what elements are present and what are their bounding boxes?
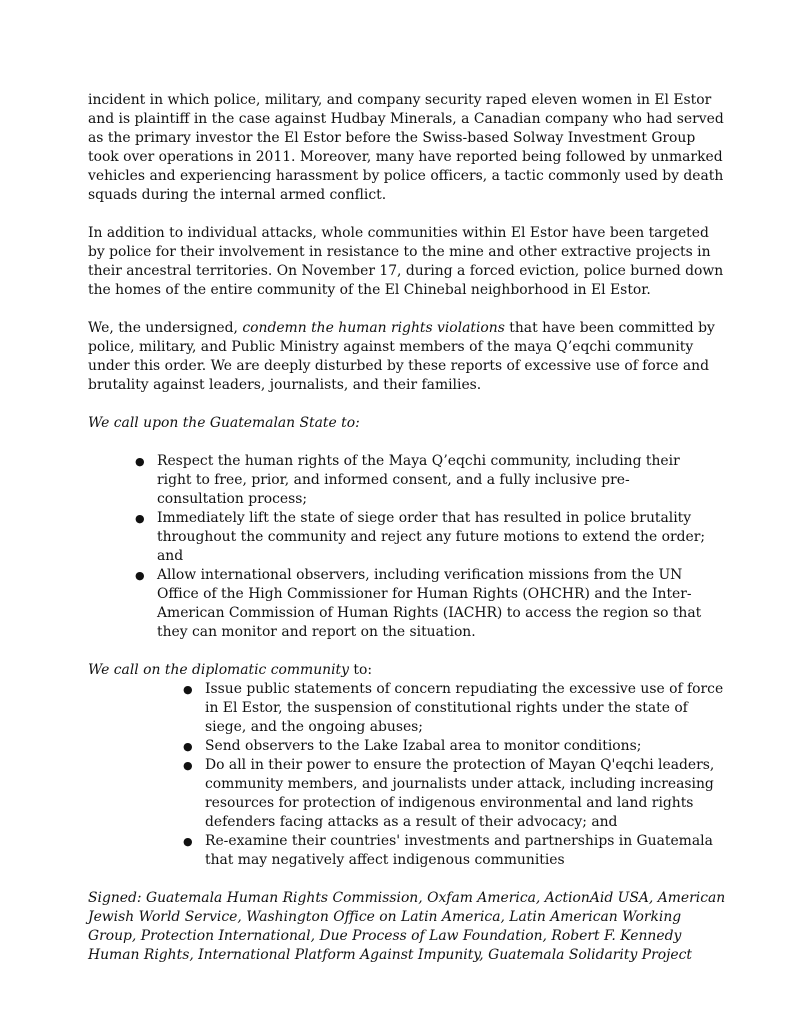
paragraph-condemnation — [88, 319, 728, 395]
list-item: ● Do all in their power to ensure the protection of Mayan Q'eqchi leaders, community members, and journalists under attack, including increasing resources for protection of indigenous environmental and land rights defenders facing attacks as a result of their advocacy; and — [183, 757, 715, 830]
signatories: Signed: Guatemala Human Rights Commission, Oxfam America, ActionAid USA, American Jewish World Service, Washington Office on Latin America, Latin American Working Group, Protection International, Due Process of Law Foundation, Robert F. Kennedy Human Rights, International Platform Against Impunity, Guatemala Solidarity Project — [88, 890, 726, 963]
list-item: ● Send observers to the Lake Izabal area to monitor conditions; — [183, 738, 642, 754]
bullet-icon: ● — [183, 740, 193, 753]
state-demands-list — [135, 452, 710, 642]
diplomatic-demands-list — [183, 680, 728, 870]
bullet-icon: ● — [183, 683, 193, 696]
list-item: ● Immediately lift the state of siege order that has resulted in police brutality throughout the community and reject any future motions to extend the order; and — [135, 510, 706, 564]
list-item: ● Issue public statements of concern repudiating the excessive use of force in El Estor, the suspension of constitutional rights under the state of siege, and the ongoing abuses; — [183, 681, 724, 735]
list-item: ● Respect the human rights of the Maya Q’eqchi community, including their right to free, prior, and informed consent, and a fully inclusive pre-consultation process; — [135, 453, 680, 507]
paragraph-community-attacks: In addition to individual attacks, whole communities within El Estor have been targeted by police for their involvement in resistance to the mine and other extractive projects in their ancestral territories. On November 17, during a forced eviction, police burned down the homes of the entire community of the El Chinebal neighborhood in El Estor. — [88, 225, 724, 298]
list-item: ● Allow international observers, including verification missions from the UN Office of the High Commissioner for Human Rights (OHCHR) and the Inter-American Commission of Human Rights (IACHR) to access the region so that they can monitor and report on the situation. — [135, 567, 702, 640]
bullet-icon: ● — [135, 569, 145, 582]
bullet-icon: ● — [135, 455, 145, 468]
document-page — [88, 91, 728, 965]
bullet-icon: ● — [135, 512, 145, 525]
condemnation-lead: We, the undersigned, — [88, 320, 243, 336]
diplomatic-call-lead: We call on the diplomatic community — [88, 662, 349, 678]
diplomatic-call-heading — [88, 661, 728, 680]
condemnation-emphasis: condemn the human rights violations — [242, 320, 505, 336]
paragraph-incident: incident in which police, military, and company security raped eleven women in El Estor and is plaintiff in the case against Hudbay Minerals, a Canadian company who had served as the primary investor the El Estor before the Swiss-based Solway Investment Group took over operations in 2011. Moreover, many have reported being followed by unmarked vehicles and experiencing harassment by police officers, a tactic commonly used by death squads during the internal armed conflict. — [88, 92, 724, 203]
state-call-heading: We call upon the Guatemalan State to: — [88, 415, 360, 431]
list-item: ● Re-examine their countries' investments and partnerships in Guatemala that may negatively affect indigenous communities — [183, 833, 713, 868]
condemnation-rest: that have been committed by police, military, and Public Ministry against members of the maya Q’eqchi community under this order. We are deeply disturbed by these reports of excessive use of force and brutality against leaders, journalists, and their families. — [88, 320, 715, 393]
bullet-icon: ● — [183, 759, 193, 772]
diplomatic-call-rest: to: — [349, 662, 373, 678]
bullet-icon: ● — [183, 835, 193, 848]
